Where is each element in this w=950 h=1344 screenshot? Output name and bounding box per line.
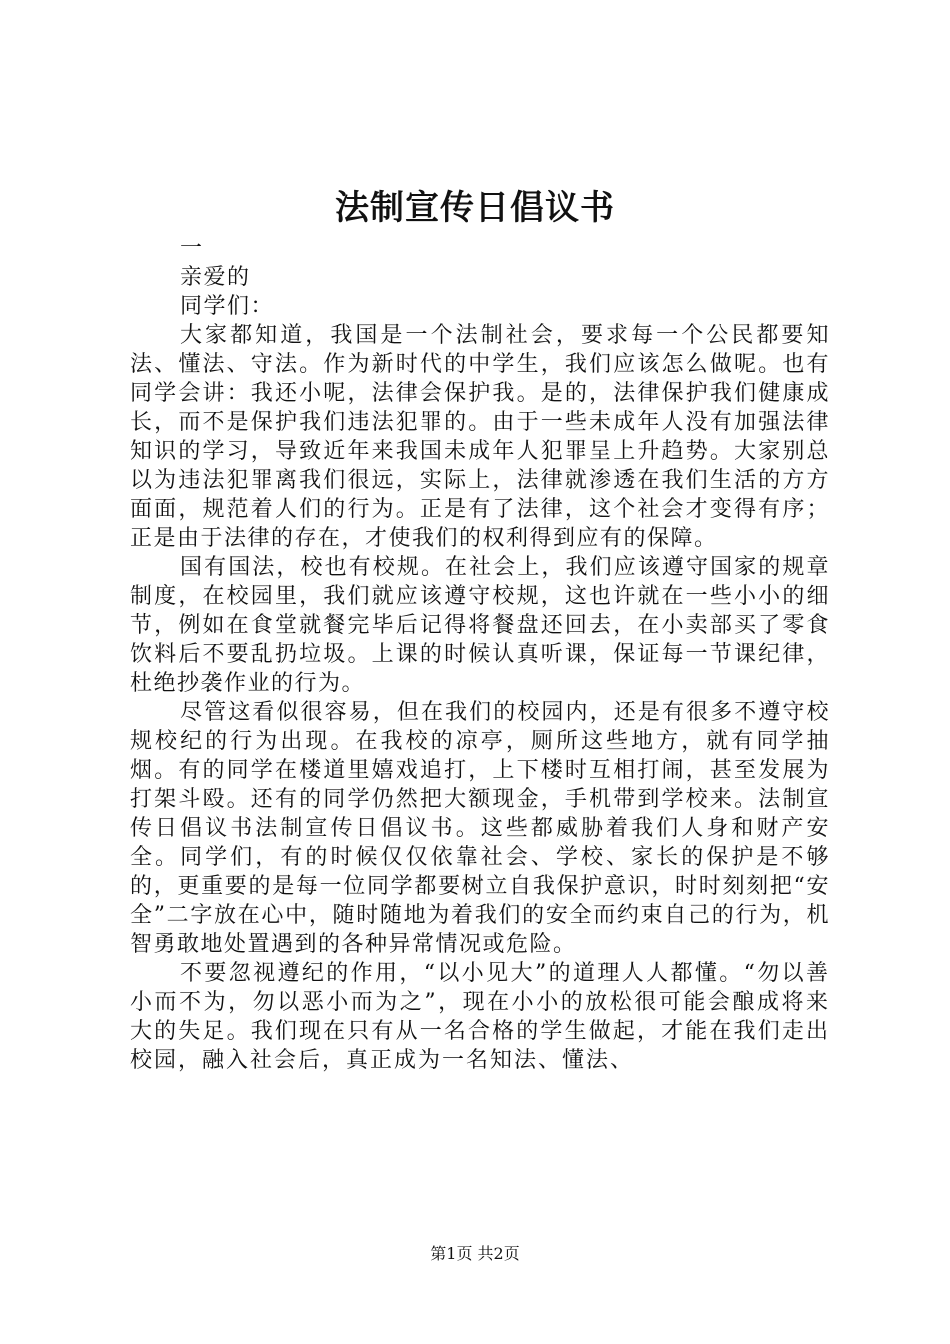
- salutation-line-1: 亲爱的: [180, 265, 251, 290]
- paragraph: 尽管这看似很容易，但在我们的校园内，还是有很多不遵守校规校纪的行为出现。在我校的凉亭，厕所这些地方，就有同学抽烟。有的同学在楼道里嬉戏追打，上下楼时互相打闹，甚至发展为打架斗殴。还有的同学仍然把大额现金，手机带到学校来。法制宣传日倡议书法制宣传日倡议书。这些都威胁着我们人身和财产安全。同学们，有的时候仅仅依靠社会、学校、家长的保护是不够的，更重要的是每一位同学都要树立自我保护意识，时时刻刻把“安全”二字放在心中，随时随地为着我们的安全而约束自己的行为，机智勇敢地处置遇到的各种异常情况或危险。: [130, 700, 830, 957]
- paragraph: 大家都知道，我国是一个法制社会，要求每一个公民都要知法、懂法、守法。作为新时代的中学生，我们应该怎么做呢。也有同学会讲：我还小呢，法律会保护我。是的，法律保护我们健康成长，而不是保护我们违法犯罪的。由于一些未成年人没有加强法律知识的学习，导致近年来我国未成年人犯罪呈上升趋势。大家别总以为违法犯罪离我们很远，实际上，法律就渗透在我们生活的方方面面，规范着人们的行为。正是有了法律，这个社会才变得有序；正是由于法律的存在，才使我们的权利得到应有的保障。: [130, 323, 830, 551]
- subheading: 一: [180, 236, 204, 261]
- salutation-line-2: 同学们：: [180, 294, 275, 319]
- document-body: [130, 234, 830, 1075]
- paragraph: 国有国法，校也有校规。在社会上，我们应该遵守国家的规章制度，在校园里，我们就应该遵守校规，这也许就在一些小小的细节，例如在食堂就餐完毕后记得将餐盘还回去，在小卖部买了零食饮料后不要乱扔垃圾。上课的时候认真听课，保证每一节课纪律，杜绝抄袭作业的行为。: [130, 555, 830, 696]
- paragraph: 不要忽视遵纪的作用，“以小见大”的道理人人都懂。“勿以善小而不为，勿以恶小而为之”，现在小小的放松很可能会酿成将来大的失足。我们现在只有从一名合格的学生做起，才能在我们走出校园，融入社会后，真正成为一名知法、懂法、: [130, 961, 830, 1073]
- document-title: 法制宣传日倡议书: [335, 188, 615, 228]
- page-footer: 第1页 共2页: [430, 1244, 520, 1263]
